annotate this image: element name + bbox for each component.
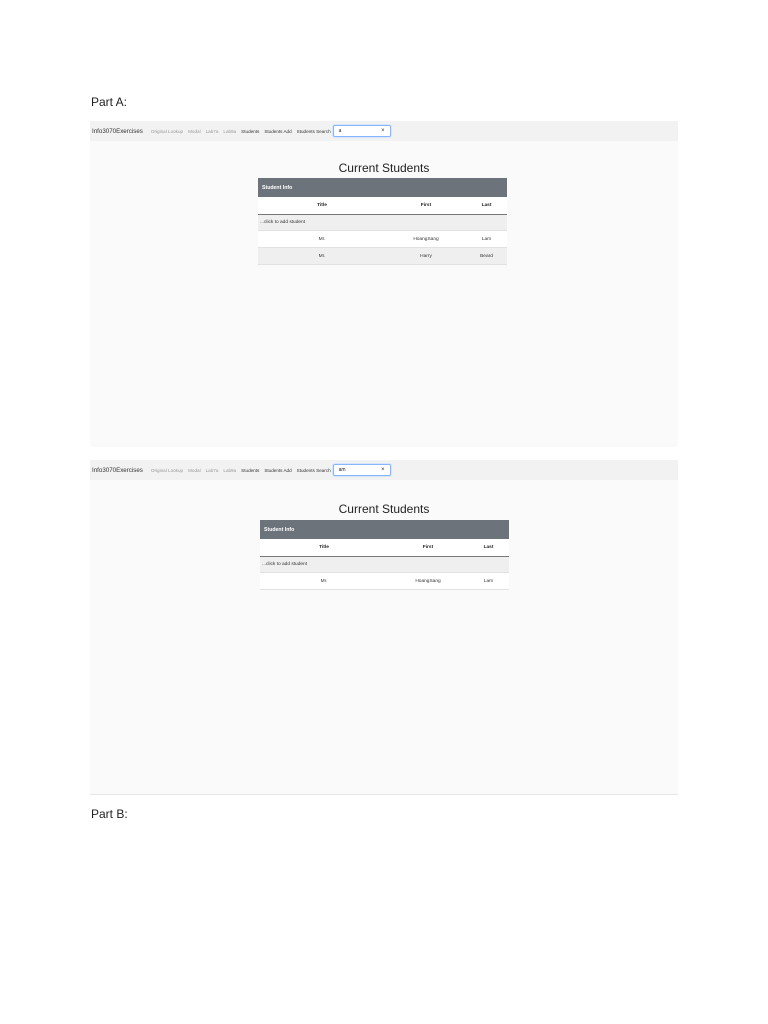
cell-title: Mr. bbox=[318, 253, 326, 259]
nav-link-lab7a[interactable]: Lab7a bbox=[205, 467, 219, 473]
column-header-first: First bbox=[420, 203, 432, 208]
add-student-row[interactable]: ...click to add student bbox=[260, 557, 509, 573]
column-header-last: Last bbox=[481, 203, 492, 208]
part-b-label: Part B: bbox=[91, 807, 128, 821]
clear-search-icon[interactable]: × bbox=[381, 128, 385, 134]
student-info-panel bbox=[260, 520, 509, 590]
page-title: Current Students bbox=[338, 502, 430, 516]
column-header-title: Title bbox=[319, 545, 329, 550]
part-a-label: Part A: bbox=[91, 95, 128, 109]
column-header-last: Last bbox=[483, 545, 494, 550]
add-student-row[interactable]: ...click to add student bbox=[258, 215, 507, 231]
column-header-first: First bbox=[422, 545, 434, 550]
nav-link-original-lookup[interactable]: Original Lookup bbox=[150, 128, 184, 134]
nav-link-students[interactable]: Students bbox=[241, 128, 260, 134]
nav-link-modal[interactable]: Modal bbox=[188, 467, 201, 473]
search-input[interactable] bbox=[333, 125, 391, 137]
navbar bbox=[90, 121, 678, 141]
nav-link-original-lookup[interactable]: Original Lookup bbox=[150, 467, 184, 473]
panel-header: Student Info bbox=[260, 520, 509, 539]
cell-last: Lam bbox=[483, 578, 494, 584]
cell-first: HoangSang bbox=[413, 236, 439, 242]
navbar bbox=[90, 460, 678, 480]
table-row[interactable] bbox=[258, 248, 507, 265]
page-title: Current Students bbox=[338, 161, 430, 175]
screenshot-search-a bbox=[90, 121, 678, 447]
nav-link-students-add[interactable]: Students Add bbox=[264, 128, 292, 134]
cell-last: Lam bbox=[481, 236, 492, 242]
column-header-title: Title bbox=[317, 203, 327, 208]
nav-link-students-search[interactable]: Students Search bbox=[296, 128, 331, 134]
student-info-panel bbox=[258, 178, 507, 265]
nav-link-lab9a[interactable]: Lab9a bbox=[223, 467, 237, 473]
cell-first: Harry bbox=[420, 253, 432, 259]
navbar-brand[interactable]: Info3070Exercises bbox=[92, 127, 143, 135]
cell-title: Mr. bbox=[318, 236, 326, 242]
search-input[interactable] bbox=[333, 464, 391, 476]
cell-title: Mr. bbox=[320, 578, 328, 584]
table-row[interactable] bbox=[258, 231, 507, 248]
nav-link-modal[interactable]: Modal bbox=[188, 128, 201, 134]
table-header bbox=[258, 197, 507, 215]
screenshot-search-am bbox=[90, 460, 678, 795]
nav-link-lab9a[interactable]: Lab9a bbox=[223, 128, 237, 134]
nav-link-students-search[interactable]: Students Search bbox=[296, 467, 331, 473]
panel-header: Student Info bbox=[258, 178, 507, 197]
cell-last: Beard bbox=[480, 253, 493, 259]
search-value: am bbox=[338, 467, 346, 473]
navbar-brand[interactable]: Info3070Exercises bbox=[92, 466, 143, 474]
cell-first: HoangSang bbox=[415, 578, 441, 584]
nav-link-students[interactable]: Students bbox=[241, 467, 260, 473]
table-row[interactable] bbox=[260, 573, 509, 590]
nav-link-students-add[interactable]: Students Add bbox=[264, 467, 292, 473]
nav-link-lab7a[interactable]: Lab7a bbox=[205, 128, 219, 134]
table-header bbox=[260, 539, 509, 557]
search-value: a bbox=[338, 128, 342, 134]
clear-search-icon[interactable]: × bbox=[381, 467, 385, 473]
